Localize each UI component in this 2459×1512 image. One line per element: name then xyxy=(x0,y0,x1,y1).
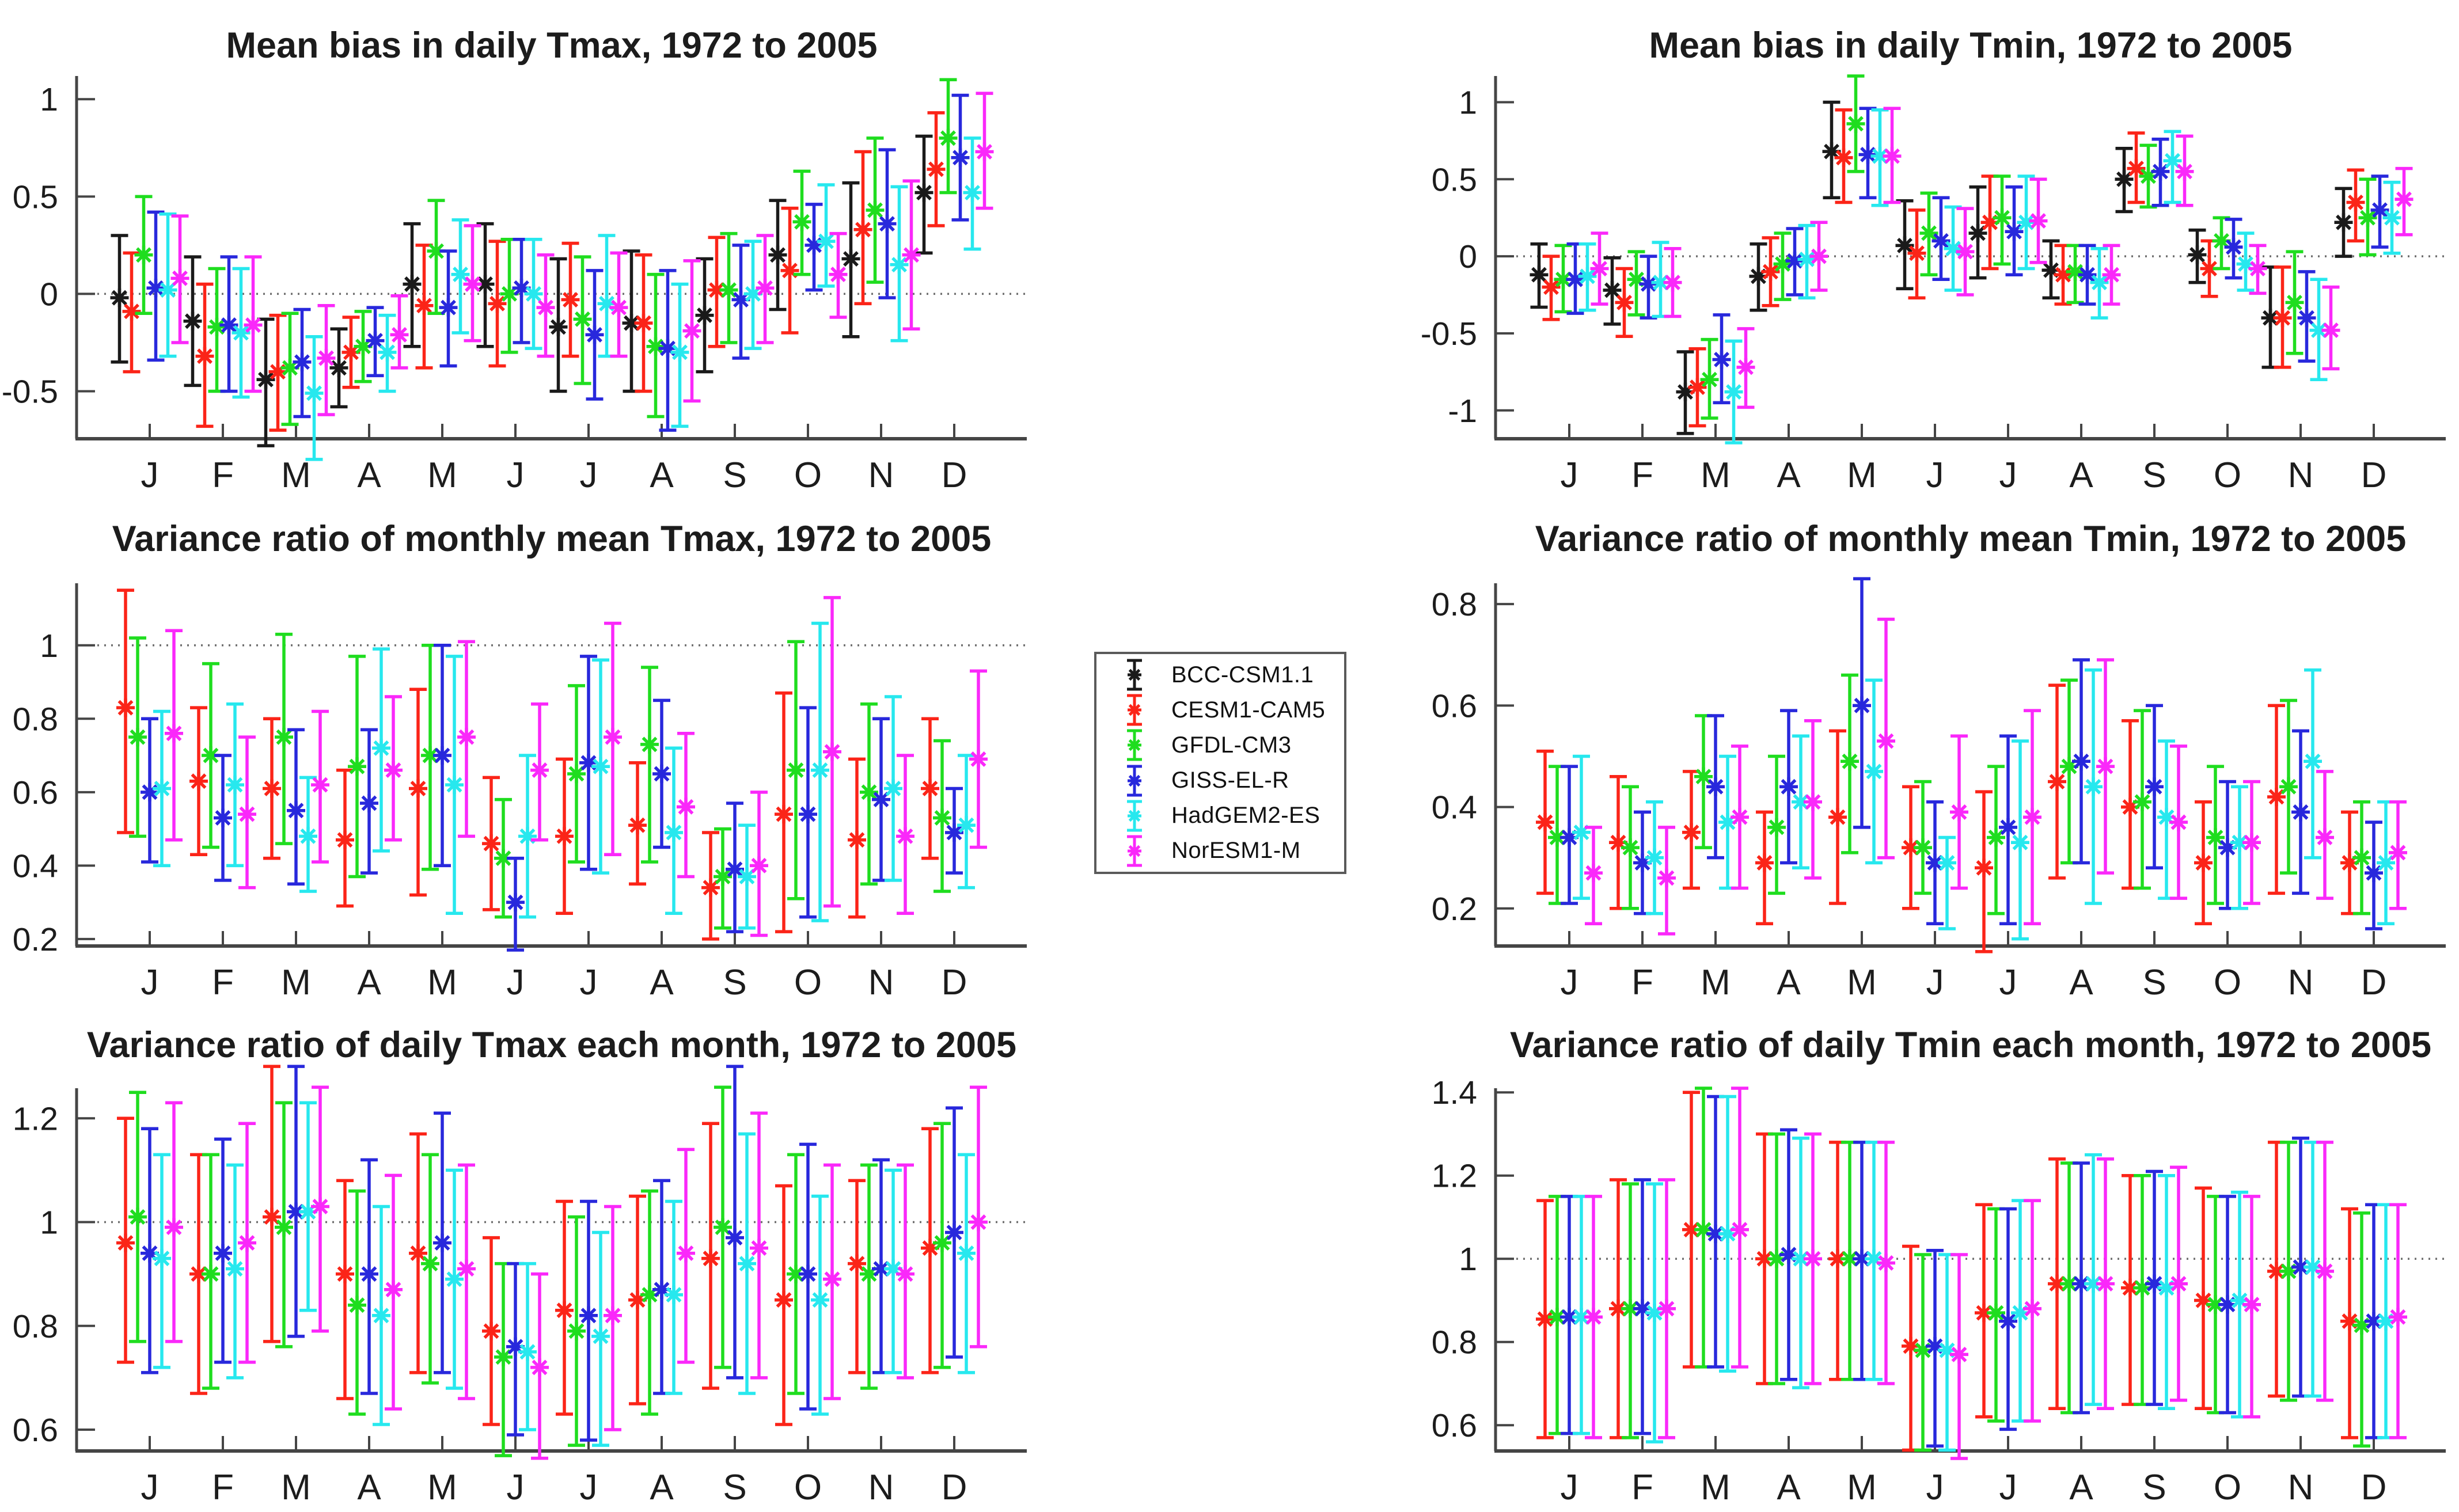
subplot-var-monthly-tmax xyxy=(13,519,1027,1002)
y-axis-ticks xyxy=(2,81,95,410)
y-tick-label: -1 xyxy=(1448,392,1477,430)
y-tick-label: 0.5 xyxy=(12,178,58,216)
x-tick-label: M xyxy=(1847,1468,1877,1507)
legend xyxy=(1094,652,1346,874)
x-tick-label: F xyxy=(1631,455,1653,495)
errorbar-marker-icon xyxy=(1111,764,1158,797)
x-tick-label: O xyxy=(794,1468,822,1507)
series-GISS-EL-R xyxy=(141,1066,963,1440)
x-tick-label: D xyxy=(941,455,967,495)
x-tick-label: J xyxy=(1560,1468,1578,1507)
x-axis-ticks xyxy=(141,1436,967,1507)
y-tick-label: 0.2 xyxy=(1431,890,1477,928)
x-tick-label: J xyxy=(1560,963,1578,1002)
subplot-var-daily-tmin xyxy=(1432,1025,2446,1507)
x-tick-label: J xyxy=(579,963,598,1002)
y-axis-ticks xyxy=(1432,586,1514,928)
legend-item-HadGEM2-ES xyxy=(1096,799,1344,833)
x-axis-ticks xyxy=(141,931,967,1002)
x-tick-label: A xyxy=(2069,1468,2093,1507)
x-tick-label: D xyxy=(941,963,967,1002)
y-tick-label: 0 xyxy=(40,276,58,313)
x-tick-label: A xyxy=(1777,1468,1801,1507)
x-tick-label: M xyxy=(281,455,311,495)
x-tick-label: F xyxy=(212,455,234,495)
y-axis-ticks xyxy=(13,1100,95,1449)
x-tick-label: F xyxy=(212,963,234,1002)
y-tick-label: 1.2 xyxy=(12,1100,58,1138)
y-tick-label: 0 xyxy=(1459,238,1477,276)
x-tick-label: D xyxy=(2361,455,2387,495)
x-tick-label: N xyxy=(868,1468,894,1507)
series-GISS-EL-R xyxy=(141,645,963,950)
x-tick-label: N xyxy=(2287,455,2314,495)
plot-title: Mean bias in daily Tmin, 1972 to 2005 xyxy=(1649,25,2293,66)
y-axis-ticks xyxy=(1432,1074,1514,1444)
axes xyxy=(75,583,1027,946)
errorbar-marker-icon xyxy=(1111,728,1158,762)
x-tick-label: J xyxy=(579,1468,598,1507)
x-tick-label: J xyxy=(506,1468,525,1507)
x-tick-label: M xyxy=(281,1468,311,1507)
errorbar-marker-icon xyxy=(1111,658,1158,692)
plot-title: Variance ratio of monthly mean Tmin, 1972 to 2005 xyxy=(1535,519,2407,559)
x-tick-label: S xyxy=(723,1468,747,1507)
x-tick-label: A xyxy=(1777,963,1801,1002)
x-tick-label: J xyxy=(579,455,598,495)
subplot-var-daily-tmax xyxy=(13,1025,1027,1507)
y-axis-ticks xyxy=(1421,84,1514,429)
plot-title: Variance ratio of monthly mean Tmax, 1972 to 2005 xyxy=(112,519,992,559)
x-tick-label: S xyxy=(2142,963,2166,1002)
x-tick-label: J xyxy=(1926,963,1944,1002)
x-tick-label: J xyxy=(1560,455,1578,495)
series-GISS-EL-R xyxy=(1560,579,2383,929)
y-tick-label: -0.5 xyxy=(1,373,58,411)
y-tick-label: 0.6 xyxy=(1431,1407,1477,1445)
x-tick-label: A xyxy=(650,455,674,495)
legend-item-GFDL-CM3 xyxy=(1096,728,1344,762)
plot-title: Variance ratio of daily Tmax each month, 1972 to 2005 xyxy=(86,1025,1017,1065)
x-axis-ticks xyxy=(1561,931,2387,1002)
x-tick-label: A xyxy=(650,1468,674,1507)
x-tick-label: O xyxy=(2213,1468,2242,1507)
x-tick-label: J xyxy=(141,963,159,1002)
y-tick-label: 1 xyxy=(40,1204,58,1241)
x-tick-label: J xyxy=(1999,455,2017,495)
x-tick-label: S xyxy=(723,455,747,495)
x-tick-label: J xyxy=(506,455,525,495)
x-tick-label: D xyxy=(2361,963,2387,1002)
x-tick-label: A xyxy=(357,1468,381,1507)
x-tick-label: S xyxy=(2142,455,2166,495)
legend-label: GISS-EL-R xyxy=(1171,768,1289,793)
x-tick-label: J xyxy=(506,963,525,1002)
y-axis-ticks xyxy=(13,628,95,958)
x-tick-label: M xyxy=(1701,1468,1731,1507)
x-tick-label: F xyxy=(1631,1468,1653,1507)
x-tick-label: O xyxy=(2213,963,2242,1002)
y-tick-label: 0.8 xyxy=(12,701,58,738)
legend-item-NorESM1-M xyxy=(1096,834,1344,868)
x-tick-label: A xyxy=(2069,455,2093,495)
x-tick-label: N xyxy=(868,455,894,495)
x-tick-label: O xyxy=(794,963,822,1002)
errorbar-marker-icon xyxy=(1111,693,1158,727)
x-tick-label: A xyxy=(650,963,674,1002)
x-tick-label: J xyxy=(141,1468,159,1507)
y-tick-label: 0.8 xyxy=(12,1308,58,1345)
x-tick-label: N xyxy=(2287,1468,2314,1507)
x-tick-label: F xyxy=(212,1468,234,1507)
x-axis-ticks xyxy=(1561,1436,2387,1507)
x-tick-label: M xyxy=(427,1468,457,1507)
x-tick-label: J xyxy=(141,455,159,495)
x-tick-label: D xyxy=(941,1468,967,1507)
x-tick-label: M xyxy=(427,455,457,495)
x-tick-label: N xyxy=(2287,963,2314,1002)
x-tick-label: M xyxy=(1847,455,1877,495)
y-tick-label: 0.6 xyxy=(1431,687,1477,725)
y-tick-label: 1 xyxy=(40,81,58,119)
x-tick-label: O xyxy=(2213,455,2242,495)
y-tick-label: 1 xyxy=(1459,84,1477,121)
errorbar-marker-icon xyxy=(1111,799,1158,833)
x-tick-label: A xyxy=(2069,963,2093,1002)
legend-item-CESM1-CAM5 xyxy=(1096,693,1344,727)
y-tick-label: 0.8 xyxy=(1431,1324,1477,1361)
x-tick-label: M xyxy=(427,963,457,1002)
legend-label: CESM1-CAM5 xyxy=(1171,697,1326,723)
y-tick-label: 1.2 xyxy=(1431,1157,1477,1195)
errorbar-marker-icon xyxy=(1111,834,1158,868)
subplot-tmax-bias xyxy=(2,25,1027,495)
y-tick-label: 1 xyxy=(40,627,58,664)
subplot-tmin-bias xyxy=(1421,25,2446,495)
y-tick-label: 0.8 xyxy=(1431,586,1477,624)
x-tick-label: M xyxy=(281,963,311,1002)
x-tick-label: A xyxy=(357,963,381,1002)
x-tick-label: O xyxy=(794,455,822,495)
plot-title: Variance ratio of daily Tmin each month, 1972 to 2005 xyxy=(1509,1025,2432,1065)
legend-item-BCC-CSM1.1 xyxy=(1096,658,1344,692)
legend-label: GFDL-CM3 xyxy=(1171,732,1292,758)
y-tick-label: 0.2 xyxy=(12,921,58,958)
x-tick-label: A xyxy=(357,455,381,495)
subplot-var-monthly-tmin xyxy=(1432,519,2446,1002)
series-GISS-EL-R xyxy=(1560,1096,2383,1446)
x-tick-label: J xyxy=(1926,1468,1944,1507)
legend-label: BCC-CSM1.1 xyxy=(1171,662,1314,687)
y-tick-label: 1.4 xyxy=(1431,1074,1477,1112)
x-tick-label: J xyxy=(1999,1468,2017,1507)
x-tick-label: S xyxy=(723,963,747,1002)
y-tick-label: 1 xyxy=(1459,1241,1477,1278)
legend-label: HadGEM2-ES xyxy=(1171,803,1320,829)
legend-label: NorESM1-M xyxy=(1171,838,1301,864)
x-tick-label: N xyxy=(868,963,894,1002)
x-tick-label: J xyxy=(1999,963,2017,1002)
y-tick-label: 0.4 xyxy=(1431,789,1477,826)
y-tick-label: -0.5 xyxy=(1420,315,1477,352)
x-tick-label: S xyxy=(2142,1468,2166,1507)
axes xyxy=(1494,583,2446,946)
plot-title: Mean bias in daily Tmax, 1972 to 2005 xyxy=(226,25,878,66)
x-tick-label: M xyxy=(1847,963,1877,1002)
y-tick-label: 0.5 xyxy=(1431,161,1477,199)
legend-item-GISS-EL-R xyxy=(1096,764,1344,797)
x-tick-label: M xyxy=(1701,963,1731,1002)
y-tick-label: 0.6 xyxy=(12,774,58,811)
x-tick-label: A xyxy=(1777,455,1801,495)
series-GFDL-CM3 xyxy=(135,79,958,424)
y-tick-label: 0.4 xyxy=(12,848,58,885)
x-tick-label: M xyxy=(1701,455,1731,495)
x-tick-label: D xyxy=(2361,1468,2387,1507)
x-tick-label: F xyxy=(1631,963,1653,1002)
x-tick-label: J xyxy=(1926,455,1944,495)
y-tick-label: 0.6 xyxy=(12,1412,58,1449)
